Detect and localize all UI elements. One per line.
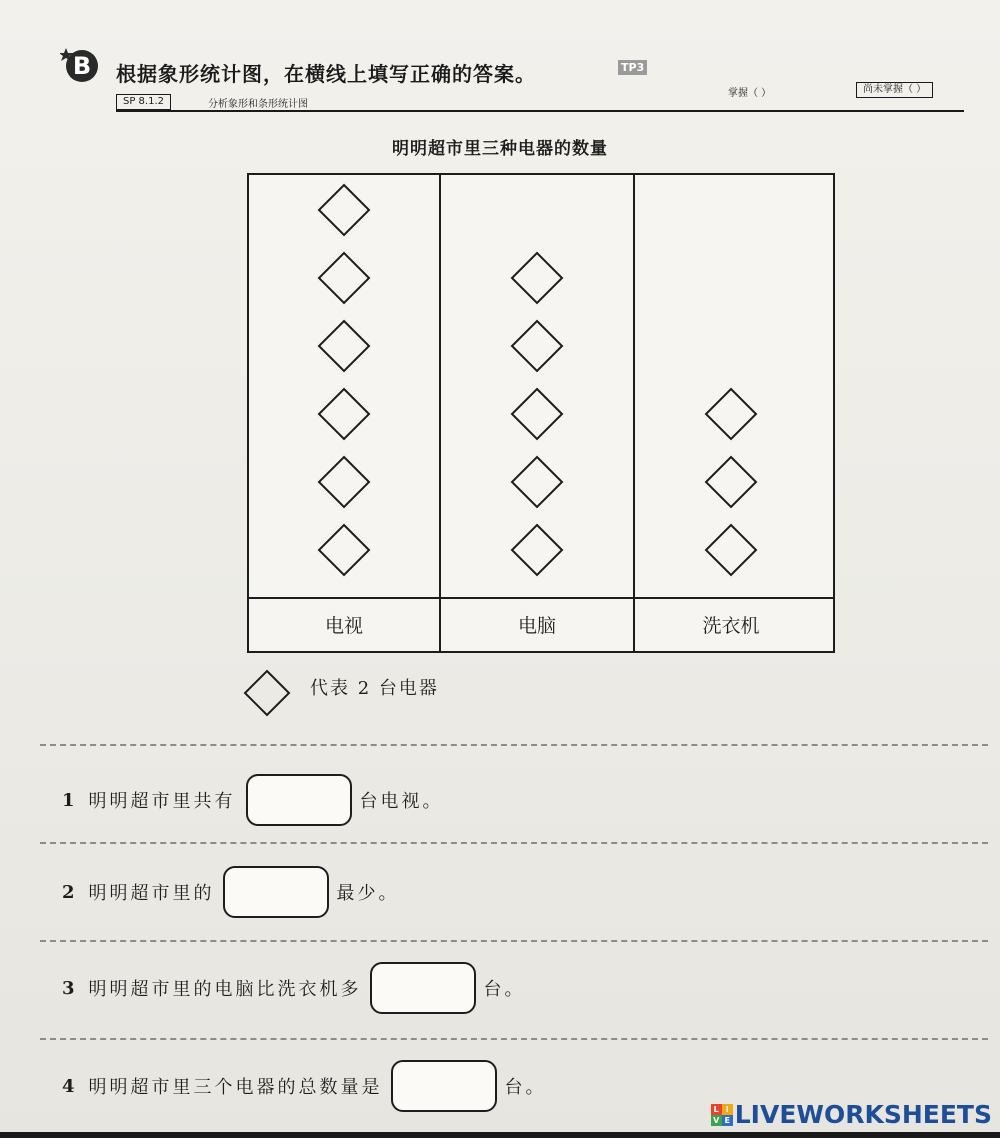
question-number: 4: [62, 1075, 75, 1097]
liveworksheets-icon: L I V E: [711, 1104, 733, 1126]
separator: [40, 744, 988, 746]
answer-box-2[interactable]: [223, 866, 329, 918]
question-text-after: 台。: [483, 979, 526, 1000]
not-mastered-checkbox-label: 尚未掌握（ ）: [856, 82, 933, 98]
bottom-border: [0, 1132, 1000, 1138]
answer-box-1[interactable]: [246, 774, 352, 826]
category-label: 洗衣机: [702, 615, 760, 637]
question-1: [62, 774, 444, 826]
liveworksheets-logo: [711, 1100, 992, 1129]
question-text-before: 明明超市里的: [88, 883, 215, 904]
question-2: [62, 866, 400, 918]
skill-code: SP 8.1.2: [116, 94, 171, 110]
mastered-checkbox-label: 掌握（ ）: [728, 88, 772, 99]
question-text-after: 台。: [504, 1077, 547, 1098]
question-number: 2: [62, 881, 75, 903]
chart-title: 明明超市里三种电器的数量: [392, 139, 608, 159]
question-3: [62, 962, 526, 1014]
question-text-before: 明明超市里的电脑比洗衣机多: [88, 979, 362, 1000]
pictograph-chart: [240, 164, 840, 656]
section-letter: B: [72, 52, 92, 80]
skill-description: 分析象形和条形统计图: [208, 99, 308, 110]
skill-code-bar: [116, 84, 964, 112]
section-b-badge-icon: [60, 44, 100, 84]
answer-box-3[interactable]: [370, 962, 476, 1014]
separator: [40, 1038, 988, 1040]
category-label: 电视: [324, 615, 364, 637]
separator: [40, 842, 988, 844]
category-label: 电脑: [517, 615, 557, 637]
legend-text: 代表 2 台电器: [310, 678, 439, 699]
question-text-before: 明明超市里三个电器的总数量是: [88, 1077, 383, 1098]
tp-badge: TP3: [618, 60, 647, 75]
separator: [40, 940, 988, 942]
question-number: 3: [62, 977, 75, 999]
brand-text: LIVEWORKSHEETS: [734, 1100, 992, 1129]
question-4: [62, 1060, 547, 1112]
question-text-before: 明明超市里共有: [88, 791, 236, 812]
question-text-after: 台电视。: [359, 791, 444, 812]
question-text-after: 最少。: [336, 883, 400, 904]
question-number: 1: [62, 789, 75, 811]
answer-box-4[interactable]: [391, 1060, 497, 1112]
legend-diamond-icon: [242, 668, 292, 718]
instruction-text: 根据象形统计图，在横线上填写正确的答案。: [116, 62, 536, 86]
